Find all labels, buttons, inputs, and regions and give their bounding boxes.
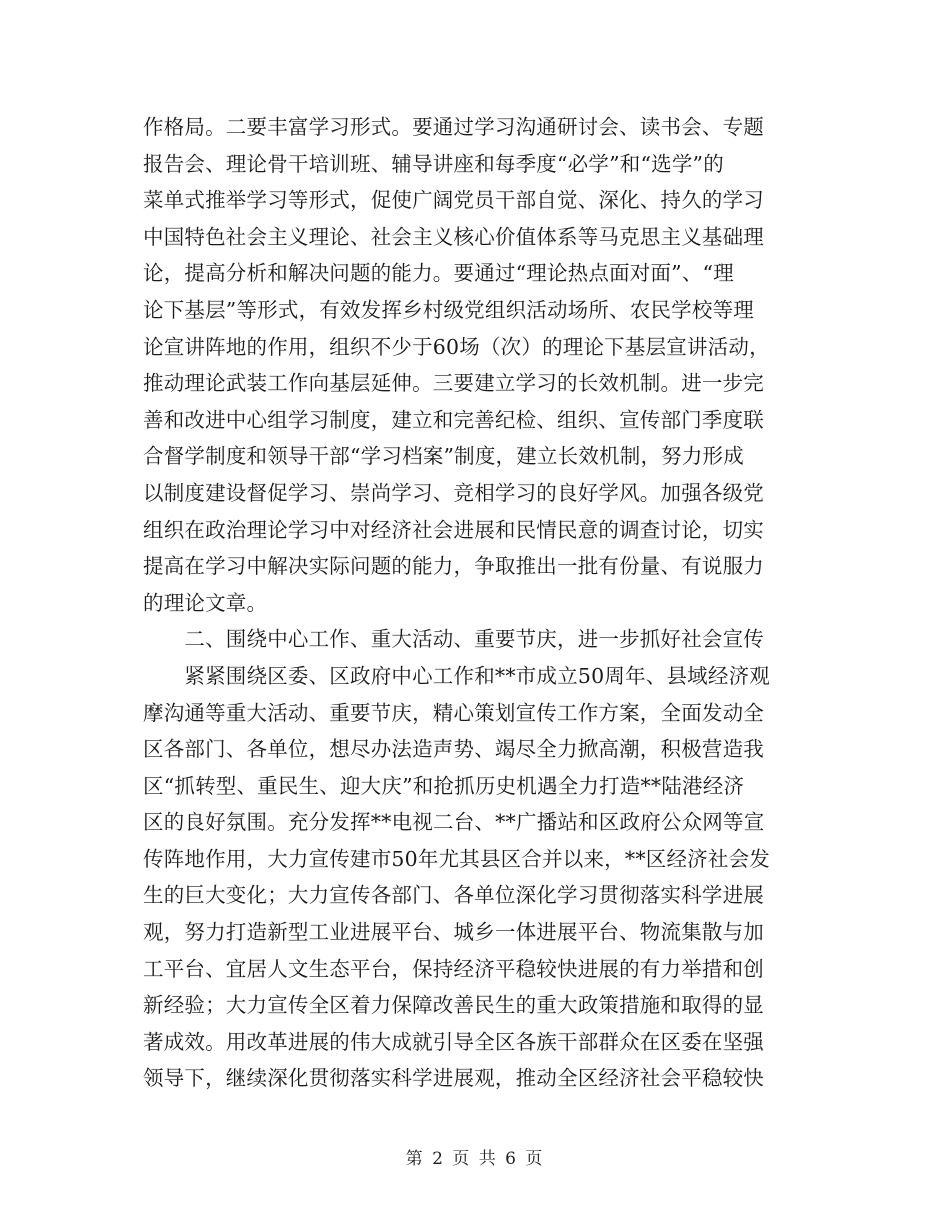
text-line: 合督学制度和领导干部“学习档案”制度，建立长效机制，努力形成 <box>143 444 744 469</box>
text-line: 菜单式推举学习等形式，促使广阔党员干部自觉、深化、持久的学习 <box>143 188 764 213</box>
text-line: 论下基层”等形式，有效发挥乡村级党组织活动场所、农民学校等理 <box>143 297 754 322</box>
text-line: 区“抓转型、重民生、迎大庆”和抢抓历史机遇全力打造**陆港经济 <box>143 773 745 798</box>
text-line: 著成效。用改革进展的伟大成就引导全区各族干部群众在区委在坚强 <box>143 1029 764 1054</box>
text-line: 论宣讲阵地的作用，组织不少于60场（次）的理论下基层宣讲活动， <box>143 334 770 359</box>
page-number-footer: 第 2 页 共 6 页 <box>405 1149 545 1169</box>
text-line: 摩沟通等重大活动、重要节庆，精心策划宣传工作方案，全面发动全 <box>143 700 764 725</box>
text-line: 中国特色社会主义理论、社会主义核心价值体系等马克思主义基础理 <box>143 224 764 249</box>
text-line: 工平台、宜居人文生态平台，保持经济平稳较快进展的有力举措和创 <box>143 956 764 981</box>
text-line: 生的巨大变化；大力宣传各部门、各单位深化学习贯彻落实科学进展 <box>143 883 764 908</box>
text-line: 领导下，继续深化贯彻落实科学进展观，推动全区经济社会平稳较快 <box>143 1066 764 1091</box>
text-line: 新经验；大力宣传全区着力保障改善民生的重大政策措施和取得的显 <box>143 993 764 1018</box>
text-line: 推动理论武装工作向基层延伸。三要建立学习的长效机制。进一步完 <box>143 371 764 396</box>
text-line: 报告会、理论骨干培训班、辅导讲座和每季度“必学”和“选学”的 <box>143 151 724 176</box>
section-heading: 二、围绕中心工作、重大活动、重要节庆，进一步抓好社会宣传 <box>143 627 764 652</box>
text-line: 组织在政治理论学习中对经济社会进展和民情民意的调查讨论，切实 <box>143 517 764 542</box>
text-line: 传阵地作用，大力宣传建市50年尤其县区合并以来，**区经济社会发 <box>143 846 770 871</box>
text-line: 观，努力打造新型工业进展平台、城乡一体进展平台、物流集散与加 <box>143 920 764 945</box>
text-line: 论，提高分析和解决问题的能力。要通过“理论热点面对面”、“理 <box>143 261 734 286</box>
text-line: 区的良好氛围。充分发挥**电视二台、**广播站和区政府公众网等宣 <box>143 810 765 835</box>
text-line: 以制度建设督促学习、崇尚学习、竞相学习的良好学风。加强各级党 <box>143 480 764 505</box>
text-line: 善和改进中心组学习制度，建立和完善纪检、组织、宣传部门季度联 <box>143 407 764 432</box>
text-line: 提高在学习中解决实际问题的能力，争取推出一批有份量、有说服力 <box>143 554 764 579</box>
text-line: 紧紧围绕区委、区政府中心工作和**市成立50周年、县域经济观 <box>143 663 770 688</box>
text-line: 的理论文章。 <box>143 590 268 615</box>
text-line: 作格局。二要丰富学习形式。要通过学习沟通研讨会、读书会、专题 <box>143 115 764 139</box>
text-line: 区各部门、各单位，想尽办法造声势、竭尽全力掀高潮，积极营造我 <box>143 737 764 762</box>
body-text <box>143 109 803 1097</box>
